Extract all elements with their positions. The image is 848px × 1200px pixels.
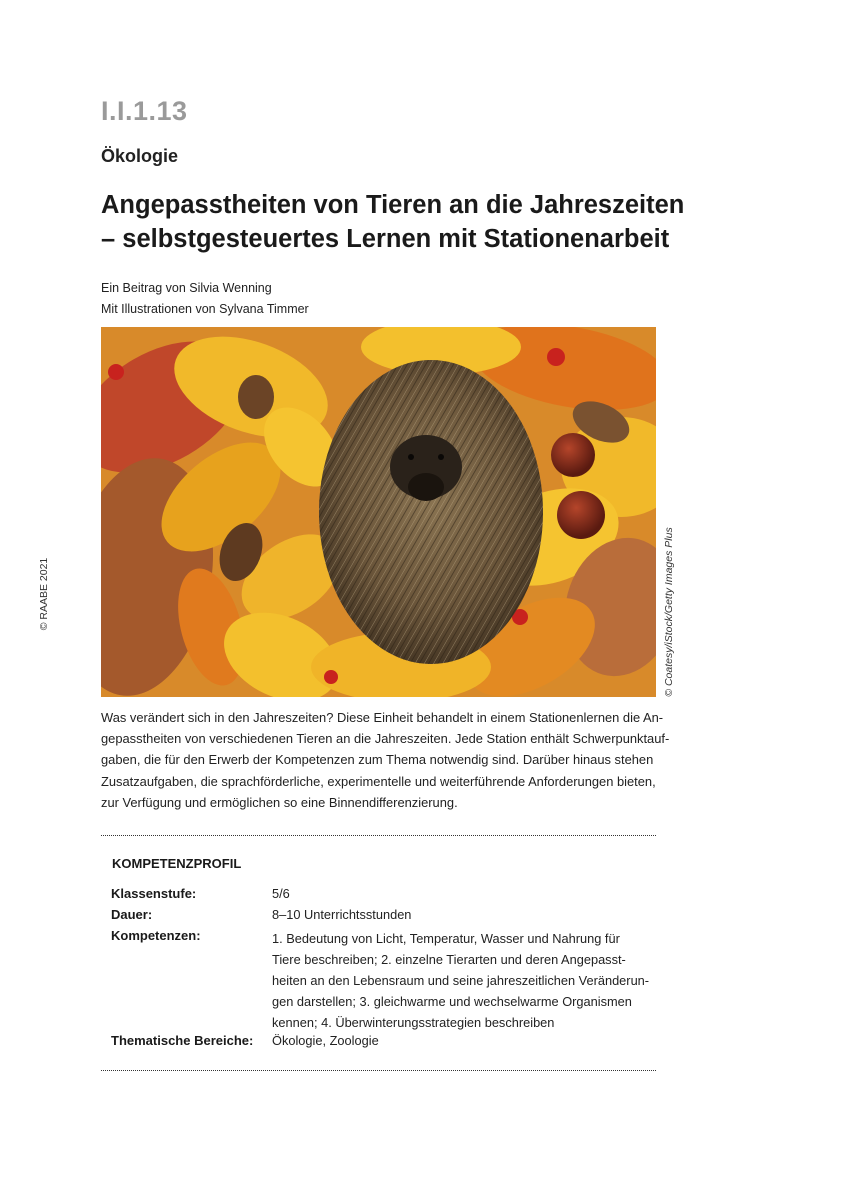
bereiche-value: Ökologie, Zoologie xyxy=(272,1033,379,1048)
document-title xyxy=(101,188,701,256)
intro-paragraph xyxy=(101,707,670,813)
intro-line: zur Verfügung und ermöglichen so eine Binnendifferenzierung. xyxy=(101,794,458,810)
kompetenzen-line: Tiere beschreiben; 2. einzelne Tierarten und deren Angepasst- xyxy=(272,952,626,967)
kompetenzen-label: Kompetenzen: xyxy=(111,928,201,943)
title-line-2: – selbstgesteuertes Lernen mit Stationenarbeit xyxy=(101,225,670,253)
intro-line: gaben, die für den Erwerb der Kompetenzen zum Thema notwendig sind. Darüber hinaus stehen xyxy=(101,752,654,768)
kompetenzen-line: heiten an den Lebensraum und seine jahreszeitlichen Veränderun- xyxy=(272,973,650,988)
kompetenzen-line: kennen; 4. Überwinterungsstrategien beschreiben xyxy=(272,1015,555,1030)
intro-line: Zusatzaufgaben, die sprachförderliche, experimentelle und weiterführende Anforderungen bieten, xyxy=(101,773,656,789)
section-code: I.I.1.13 xyxy=(101,96,188,126)
title-line-1: Angepasstheiten von Tieren an die Jahreszeiten xyxy=(101,191,685,219)
dauer-value: 8–10 Unterrichtsstunden xyxy=(272,907,412,922)
kompetenzen-value xyxy=(272,928,649,1033)
kompetenzen-line: 1. Bedeutung von Licht, Temperatur, Wasser und Nahrung für xyxy=(272,931,620,946)
kompetenzprofil-heading: KOMPETENZPROFIL xyxy=(112,856,242,871)
klassenstufe-label: Klassenstufe: xyxy=(111,886,197,901)
dotted-divider-top xyxy=(101,835,656,836)
photo-credit: © Coatesy/iStock/Getty Images Plus xyxy=(663,527,675,697)
klassenstufe-value: 5/6 xyxy=(272,886,290,901)
hedgehog-photo xyxy=(101,327,656,697)
copyright-note: © RAABE 2021 xyxy=(38,557,50,631)
kompetenzen-line: gen darstellen; 3. gleichwarme und wechselwarme Organismen xyxy=(272,994,632,1009)
dotted-divider-bottom xyxy=(101,1070,656,1071)
subject-heading: Ökologie xyxy=(101,146,179,166)
dauer-label: Dauer: xyxy=(111,907,153,922)
bereiche-label: Thematische Bereiche: xyxy=(111,1033,254,1048)
author-line: Ein Beitrag von Silvia Wenning xyxy=(101,281,272,295)
intro-line: gepasstheiten von verschiedenen Tieren an die Jahreszeiten. Jede Station enthält Schwerpunktauf- xyxy=(101,731,670,747)
intro-line: Was verändert sich in den Jahreszeiten? Diese Einheit behandelt in einem Stationenlernen die An- xyxy=(101,710,664,725)
illustrator-line: Mit Illustrationen von Sylvana Timmer xyxy=(101,302,309,316)
